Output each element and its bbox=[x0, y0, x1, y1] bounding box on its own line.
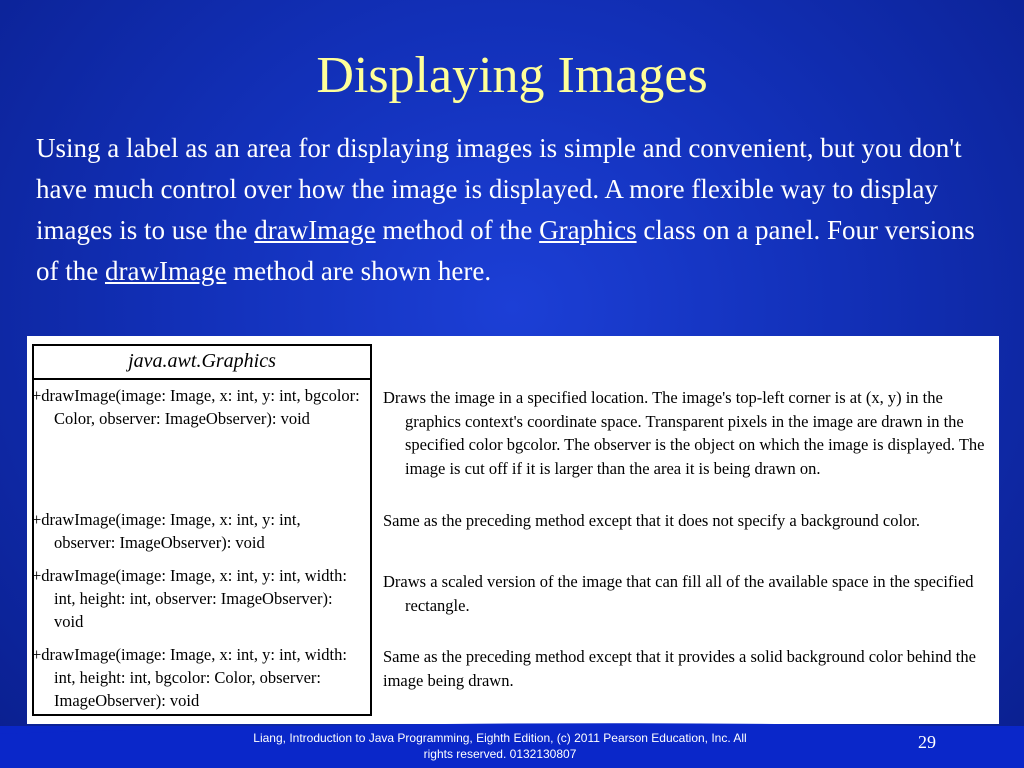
intro-text: method are shown here. bbox=[226, 256, 492, 286]
intro-text: method of the bbox=[375, 215, 540, 245]
drawimage-term: drawImage bbox=[104, 256, 227, 286]
page-number: 29 bbox=[918, 732, 936, 752]
drawimage-term: drawImage bbox=[254, 215, 376, 245]
method-description: Same as the preceding method except that it does not specify a background color. bbox=[383, 511, 920, 530]
intro-text: Using a label as an area for displaying images is simple and convenient, but you don't have much control over how the image is displayed. A more flexible way to display images is to use the bbox=[36, 133, 962, 245]
method-description: Draws the image in a specified location. The image's top-left corner is at (x, y) in the graphics context's coordinate space. Transparent pixels in the image are drawn in the specified color bgcolor. The observer is the object on which the image is displayed. The image is cut off if it is larger than the area it is being drawn on. bbox=[383, 388, 985, 478]
method-description: Draws a scaled version of the image that can fill all of the available space in the specified rectangle. bbox=[383, 572, 974, 615]
graphics-term: Graphics bbox=[539, 215, 637, 245]
method-signature: +drawImage(image: Image, x: int, y: int, width: int, height: int, observer: ImageObserver): void bbox=[32, 566, 347, 631]
method-signature: +drawImage(image: Image, x: int, y: int, width: int, height: int, bgcolor: Color, observer: ImageObserver): void bbox=[32, 645, 347, 710]
intro-text: class on a panel. Four versions of the bbox=[36, 215, 975, 286]
method-description: Same as the preceding method except that it provides a solid background color behind the image being drawn. bbox=[383, 647, 976, 690]
footer-credit-line: Liang, Introduction to Java Programming, Eighth Edition, (c) 2011 Pearson Education, Inc. All bbox=[253, 731, 747, 745]
footer-credit bbox=[200, 730, 800, 762]
intro-paragraph bbox=[36, 128, 996, 292]
uml-diagram-panel bbox=[27, 336, 999, 724]
footer-credit-line: rights reserved. 0132130807 bbox=[423, 747, 577, 761]
method-signature: +drawImage(image: Image, x: int, y: int, bgcolor: Color, observer: ImageObserver): void bbox=[32, 386, 360, 428]
uml-class-name: java.awt.Graphics bbox=[34, 346, 370, 380]
slide-title: Displaying Images bbox=[316, 47, 708, 104]
method-signature: +drawImage(image: Image, x: int, y: int, observer: ImageObserver): void bbox=[32, 510, 301, 552]
